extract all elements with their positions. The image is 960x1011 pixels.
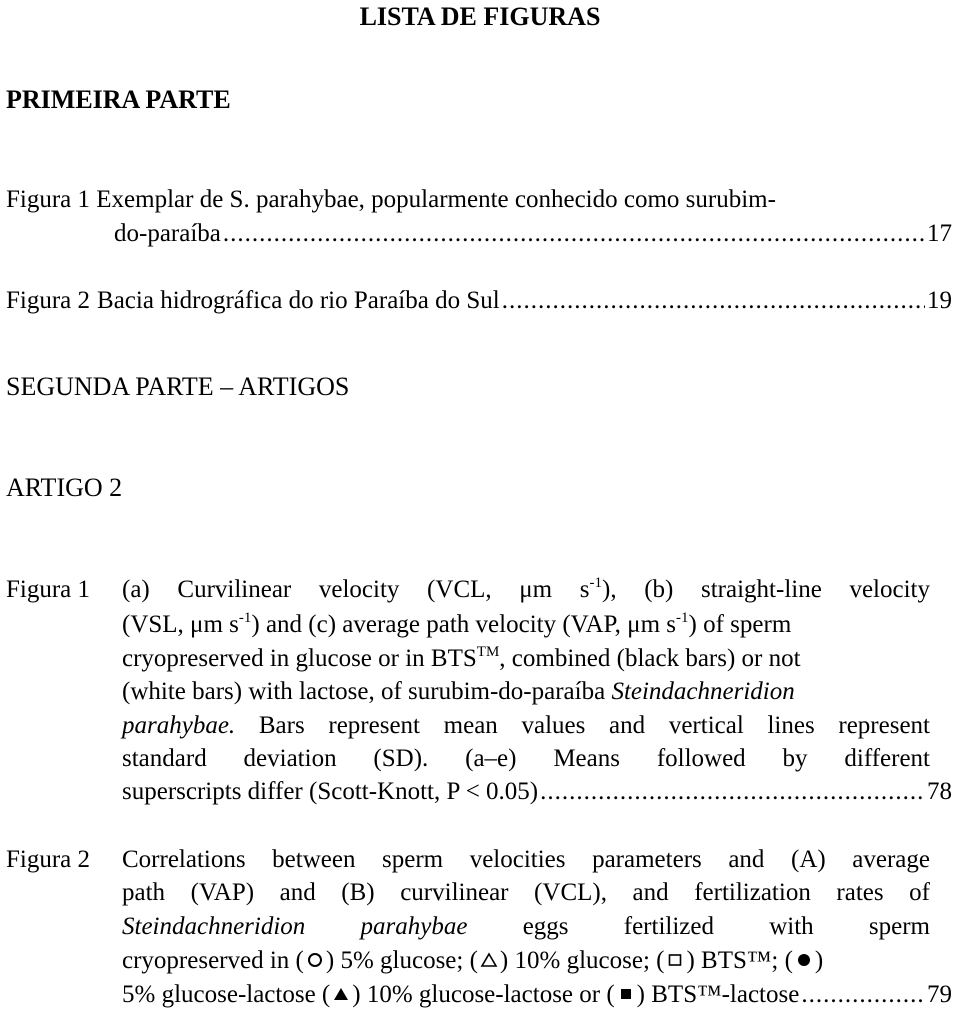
page-number: 79 xyxy=(927,981,952,1008)
dot-leader xyxy=(540,777,925,807)
fig2-caption-line3: Steindachneridion parahybae eggs fertilized with sperm xyxy=(122,913,930,940)
toc-entry-part1-fig1-line2 xyxy=(114,219,952,249)
dot-leader xyxy=(801,980,925,1010)
dot-leader xyxy=(502,286,925,316)
filled-triangle-icon xyxy=(332,985,350,1003)
dot-leader xyxy=(223,219,925,249)
fig1-caption-line4: (white bars) with lactose, of surubim-do-paraíba Steindachneridion xyxy=(122,678,795,705)
figure-label: Figura 1 xyxy=(6,186,91,213)
figure-label: Figura 2 xyxy=(6,287,91,314)
fig1-caption-line6: standard deviation (SD). (a–e) Means followed by different xyxy=(122,745,930,772)
figure-caption: Bacia hidrográfica do rio Paraíba do Sul xyxy=(97,287,500,314)
fig1-caption-line7: superscripts differ (Scott-Knott, P < 0.05) ..... 78 xyxy=(122,777,952,807)
toc-entry-part1-fig2 xyxy=(6,286,952,316)
figure-caption: do-paraíba xyxy=(114,220,221,247)
filled-square-icon xyxy=(617,985,635,1003)
fig1-caption-line2: (VSL, μm $s^{-1}$) and (c) average path velocity (VAP, μm $s^{-1}$) of sperm xyxy=(122,610,792,638)
fig1-caption-line5: parahybae. Bars represent mean values and vertical lines represent xyxy=(122,712,930,739)
figure-label-1: Figura 1 xyxy=(6,576,91,603)
fig1-caption-line3: cryopreserved in glucose or in BTS™, combined (black bars) or not xyxy=(122,644,801,672)
figure-label-2: Figura 2 xyxy=(6,846,91,873)
open-circle-icon xyxy=(306,951,324,969)
fig2-caption-line5: 5% glucose-lactose ( ) 10% glucose-lactose or ( ) BTS™-lactose ..... 79 xyxy=(122,980,952,1010)
part2-heading: SEGUNDA PARTE – ARTIGOS xyxy=(6,372,350,401)
page-title: LISTA DE FIGURAS xyxy=(359,2,601,31)
part1-heading: PRIMEIRA PARTE xyxy=(6,85,231,114)
fig1-caption-line1: (a) Curvilinear velocity (VCL, μm $s^{-1}$), (b) straight-line velocity xyxy=(122,575,930,603)
page-number: 78 xyxy=(927,778,952,805)
fig2-caption-line2: path (VAP) and (B) curvilinear (VCL), and fertilization rates of xyxy=(122,879,930,906)
toc-entry-part1-fig1-line1 xyxy=(6,185,776,215)
open-triangle-icon xyxy=(480,951,498,969)
fig2-caption-line1: Correlations between sperm velocities parameters and (A) average xyxy=(122,846,930,873)
open-square-icon xyxy=(666,951,684,969)
filled-circle-icon xyxy=(795,951,813,969)
part2-subheading: ARTIGO 2 xyxy=(6,473,123,502)
fig2-caption-line4: cryopreserved in ( ) 5% glucose; ( ) 10% glucose; ( ) BTS™; ( ) xyxy=(122,947,824,974)
page-number: 19 xyxy=(927,287,952,314)
page-number: 17 xyxy=(927,220,952,247)
figure-caption: Exemplar de S. parahybae, popularmente conhecido como surubim- xyxy=(96,186,776,213)
